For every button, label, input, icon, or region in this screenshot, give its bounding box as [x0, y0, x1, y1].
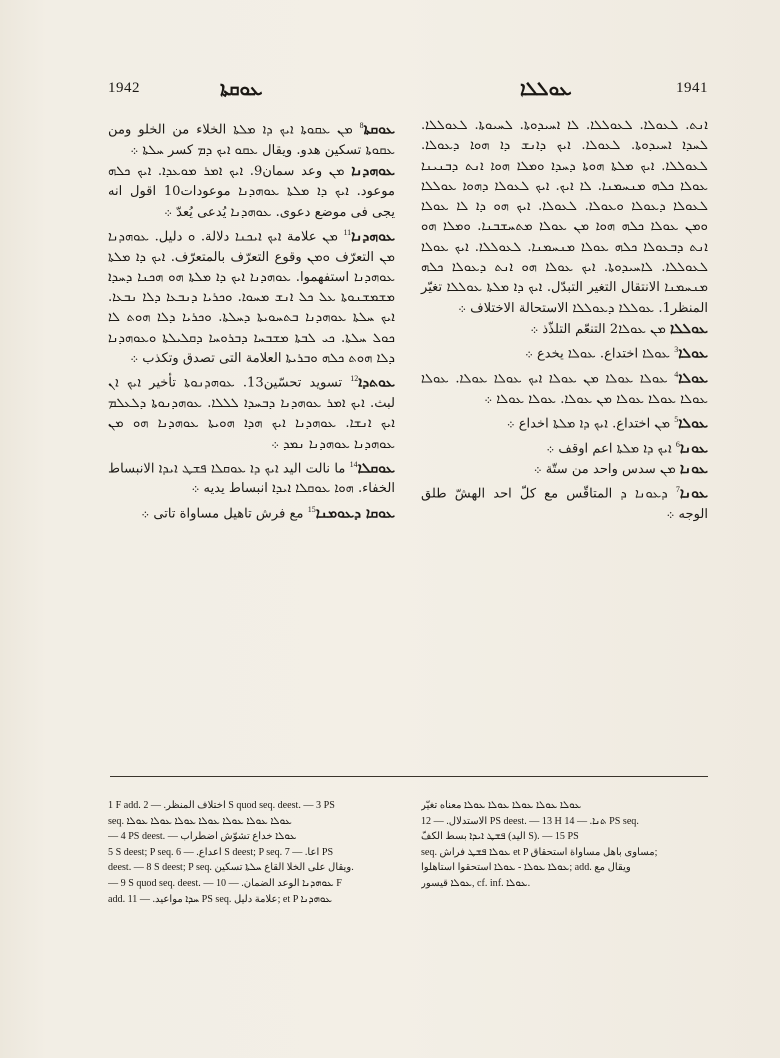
entry-definition: ܕܥܘܢܐ ܕ المتاقّس مع كلّ احد الهشّ طلق الوجه ܀	[421, 486, 708, 523]
footnote-line: — 9 S quod seq. deest. — ܥܘܗܕܢܐ الوعد الضمان. — 10 F	[108, 877, 342, 889]
dictionary-entry	[421, 459, 708, 480]
running-head-right: ܥܘܠܠܐ	[520, 78, 572, 100]
entry-definition: ܐܝܟ ܕܐ ܡܠܬܐ اعم اوقف ܀	[546, 440, 676, 456]
entry-headword: ܥܘܢܐ	[679, 439, 708, 456]
page-header	[100, 78, 708, 108]
entry-definition: ܡܢ وعد سمان9. ܐܝܟ ܐܡܪ ܡܘܥܕܐ. ܐܝܟ ܟܠܗ موعود. ܐܝܟ ܕܐ ܡܠܬܐ ܥܘܗܕܢܐ موعودات10 اقول انه يجى فى موضع دعوى. ܥܘܗܕܢܐ يُدعى يُعدّ ܀	[108, 163, 395, 220]
footnote-line: seq. ܥܘܠܐ ܥܘܠܐ ܥܘܠܐ ܥܘܠܐ ܥܘܠܐ ܥܘܠܐ ܥܘܠܐ	[108, 815, 292, 827]
footnote-line: ܦܫܛ ܐܝܕܐ بسط الكفّ (اليد S). — 15 PS	[421, 831, 579, 843]
dictionary-entry	[108, 500, 395, 525]
running-head-left: ܥܘܩܬܐ	[220, 78, 263, 100]
entry-headword: ܥܘܠܐ	[678, 415, 708, 432]
dictionary-entry	[421, 340, 708, 365]
footnote-marker: 11	[343, 227, 352, 237]
footnote-marker: 15	[307, 504, 316, 514]
footnote-line: 1 F add. اختلاف المنظر. — 2 S quod seq. deest. — 3 PS	[108, 800, 335, 811]
footnote-line: add. ܚܕܐ مواعيد. — 11 PS seq. علامة دليل; et P ܥܘܗܕܢܐ	[108, 893, 333, 905]
footnote-line: 5 S deest; P seq. اعداع. — 6 S deest; P seq. اعا. — 7 PS	[108, 846, 334, 858]
dictionary-entry	[108, 455, 395, 500]
entry-definition: ܡܢ سدس واحد من ستّة ܀	[533, 462, 680, 478]
footnote-line: — 4 PS deest. — ܥܘܠܐ خداع تشوّش اضطراب	[108, 831, 297, 843]
entry-definition: ܥܘܠܐ ܥܘܠܐ ܡܢ ܥܘܠܐ ܐܝܟ ܥܘܠܐ ܥܘܠܐ. ܥܘܠܐ ܥܘܠܐ ܥܘܠܐ ܥܘܠܐ ܡܢ ܥܘܠܐ. ܥܘܠܐ ܥܘܠܐ ܀	[421, 371, 708, 407]
dictionary-entry	[108, 116, 395, 161]
entry-headword: ܥܘܠܐ	[678, 345, 708, 362]
footnote-marker: 5	[674, 414, 679, 424]
dictionary-entry	[421, 319, 708, 340]
right-text-column	[421, 116, 708, 766]
footnote-marker: 7	[675, 485, 680, 495]
entry-headword: ܥܘܩܠܐ	[357, 460, 395, 477]
entry-definition: مع فرش تاهيل مساواة تاتى ܀	[141, 506, 308, 522]
dictionary-entry	[421, 435, 708, 460]
entry-definition: ܡܢ علامة ܐܝܟ ܐܝܟܢܐ دلالة. ܘ دليل. ܥܘܗܕܢܐ ܡܢ التعرّف ܘܡܢ وقوع التعرّف بالمتعرّف. ܐܝܟ ܕܐ ܡܠܬܐ ܥܘܗܕܢܐ استفهموا. ܥܘܗܕܢܐ ܐܝܟ ܕܐ ܡܠܬܐ ܗܘ ܗܟܢܐ ܕܚܕܐ ܡܫܡܫܢܘܬܐ ܥܠ ܟܠ ܐܢܫ ܡܚܘܐ. ܘܟܪܝܐ ܕܢܒܥܐ ܕܠܐ ܢܒܥܐ. ܐܝܟ ܚܠܬܐ ܥܘܗܕܢܐ ܒܬܚܘܝܬܐ ܕܚܠܬܐ. ܘܟܪܝܐ ܕܠܐ ܗܘܬ ܠܐ ܟܘܠ ܚܠܬܐ. ܟܝ ܠܒܬܐ ܡܫܒܚܐ ܕܒܪܘܚܐ ܕܩܠܝܠܬܐ ܘܥܘܗܕܢܐ ܕܠܐ ܗܘܬ ܟܠܗ ܘܒܪܝܬܐ العلامة التى تصدق وتكذب ܀	[108, 229, 395, 366]
entry-headword: ܥܘܗܕܢܐ	[351, 162, 396, 179]
entry-headword: ܥܘܗܕܢܐ	[351, 228, 395, 245]
entry-definition: ܡܢ اختداع. ܐܝܟ ܕܐ ܡܠܬܐ اخداع ܀	[506, 416, 675, 432]
page-number-right: 1941	[676, 80, 708, 96]
page-number-left: 1942	[108, 80, 140, 96]
entry-headword: ܥܘܩܬܐ	[363, 121, 395, 138]
footnote-marker: 6	[675, 439, 680, 449]
footnote-marker: 3	[674, 345, 679, 355]
footnote-marker: 8	[359, 121, 364, 130]
footnote-line: deest. — 8 S deest; P seq. ويقال على الخلا القاع ܚܠܬܐ تسكين.	[108, 862, 354, 874]
entry-headword: ܥܘܢܐ	[679, 485, 708, 502]
entry-definition: ܥܘܠܐ اختداع. ܥܘܠܐ يخدع ܀	[524, 346, 675, 362]
footnote-line: ܥܘܠܐ ܥܘܠܐ ܥܘܠܐ ܥܘܠܐ ܥܘܠܐ معناه تغيّر	[421, 800, 582, 811]
entry-definition: ܡܢ ܥܘܠܐ2 التنعّم التلذّذ ܀	[530, 321, 670, 337]
entry-definition: ܡܢ ܥܩܘܬܐ ܐܝܟ ܕܐ ܡܠܬܐ الخلاء من الخلو ومن ܥܩܘܬܐ تسكين هدو. ويقال ܥܩܘ ܐܝܟ ܕܡ كسر ܚܠܬܐ ܀	[108, 122, 395, 158]
entry-definition: ما نالت اليد ܐܝܟ ܕܐ ܥܘܩܠܐ ܦܫܛ ܐܝܕܐ الانبساط الخفاء. ܗܘܐ ܥܘܩܠܐ ܐܝܕܐ انبساط يديه ܀	[108, 461, 395, 497]
dictionary-entry	[108, 223, 395, 369]
footnote-line: ܥܘܠܐ قيسور, cf. inf. ܥܘܠܐ.	[421, 877, 531, 889]
entry-headword: ܥܘܠܠܐ	[669, 320, 708, 337]
entry-headword: ܥܘܢܐ	[679, 461, 708, 478]
dictionary-entry	[108, 369, 395, 455]
footnote-rule	[110, 776, 708, 777]
entry-headword: ܥܘܩܐ ܕܥܘܡܢܐ	[315, 505, 395, 522]
entry-definition: تسويد تحسّين13. ܥܘܗܕܢܘܬܐ تأخير ܐܝܟ ܐܢ لبث. ܐܝܟ ܐܡܪ ܥܘܗܕܢܐ ܕܒܚܕܐ ܠܠܠܐ. ܥܘܗܕܢܘܬܐ ܕܠܥܠܡ ܐܝܟ ܐܢܫܐ. ܥܘܗܕܢܐ ܐܝܟ ܗܕܐ ܗܘܝܬܐ ܥܘܗܕܢܐ ܗܘ ܡܢ ܥܘܗܕܢܐ ܥܘܗܕܢܐ ܢܡܕ ܀	[108, 375, 395, 452]
entry-definition: ܐܢܬ. ܠܥܘܠܐ. ܠܥܘܠܠܐ. ܠܐ ܐܚܝܕܘܬܐ. ܠܚܝܘܬܐ. ܠܥܘܠܠܐ. ܠܚܕܐ ܐܚܝܕܘܬܐ. ܠܥܘܠܐ. ܐܝܟ ܕܐܢܫ ܕܐ ܗܘܐ ܕܥܘܠܐ. ܠܥܘܠܠܐ. ܐܝܟ ܡܠܬܐ ܗܘܬܐ ܕܚܕܐ ܘܡܠܐ ܗܘܐ ܐܢܬ ܕܒܢܝܢܐ ܥܘܠܐ ܟܠܗ ܡܢܚܡܢܐ. ܠܐ ܐܝܟ. ܐܝܟ ܠܥܘܠܐ ܕܗܘܐ ܥܘܠܠܐ ܠܥܘܠܐ ܕܥܘܠܐ ܘܥܘܠܐ. ܠܥܘܠܐ. ܐܝܟ ܗܘ ܕܐ ܠܐ ܥܘܠܐ ܘܡܢ ܥܘܠܐ ܟܠܗ ܗܘܐ ܡܢ ܥܘܠܐ ܡܬܚܫܒܢܐ. ܘܡܠܐ ܗܘ ܐܢܬ ܕܒܥܘܠܐ ܟܠܗ ܥܘܠܐ ܡܢܚܡܢܐ. ܠܥܘܠܠܐ. ܐܝܟ ܥܘܠܐ ܠܥܘܠܠܐ. ܠܐܚܝܕܘܬܐ. ܐܝܟ ܥܘܠܐ ܗܘ ܐܢܬ ܕܥܘܠܐ ܟܠܗ ܡܢܚܡܢܐ الانتقال التغير التبدّل. ܐܝܟ ܕܐ ܡܠܬܐ ܥܘܠܠܐ تغيّر المنظر1. ܥܘܠܠܐ ܕܥܘܠܠܐ الاستحالة الاختلاف ܀	[421, 118, 708, 316]
dictionary-entry	[421, 116, 708, 319]
entry-headword: ܥܘܬܕܐ	[358, 374, 395, 391]
footnotes-right	[421, 798, 708, 908]
dictionary-entry	[108, 161, 395, 223]
footnote-line: الاستدلال. — 12 PS deest. — 13 H ܬܢܐ. — 14 PS seq.	[421, 815, 639, 827]
footnote-line: seq. ܥܘܠܐ ܦܫܛ فراش et P مساوى باهل مساواة استحقاق;	[421, 846, 658, 858]
dictionary-entry	[421, 410, 708, 435]
footnotes-left	[108, 798, 395, 908]
dictionary-entry	[421, 365, 708, 410]
footnote-line: ܥܘܠܐ ܥܘܠܐ - ܥܘܠܐ استحقوا استاهلوا; add. ويقال مع	[421, 862, 631, 874]
footnote-marker: 12	[350, 374, 359, 384]
footnote-marker: 14	[349, 459, 358, 469]
footnote-marker: 4	[674, 369, 679, 379]
left-text-column	[108, 116, 395, 766]
dictionary-entry	[421, 480, 708, 525]
entry-headword: ܥܘܠܐ	[678, 370, 708, 387]
